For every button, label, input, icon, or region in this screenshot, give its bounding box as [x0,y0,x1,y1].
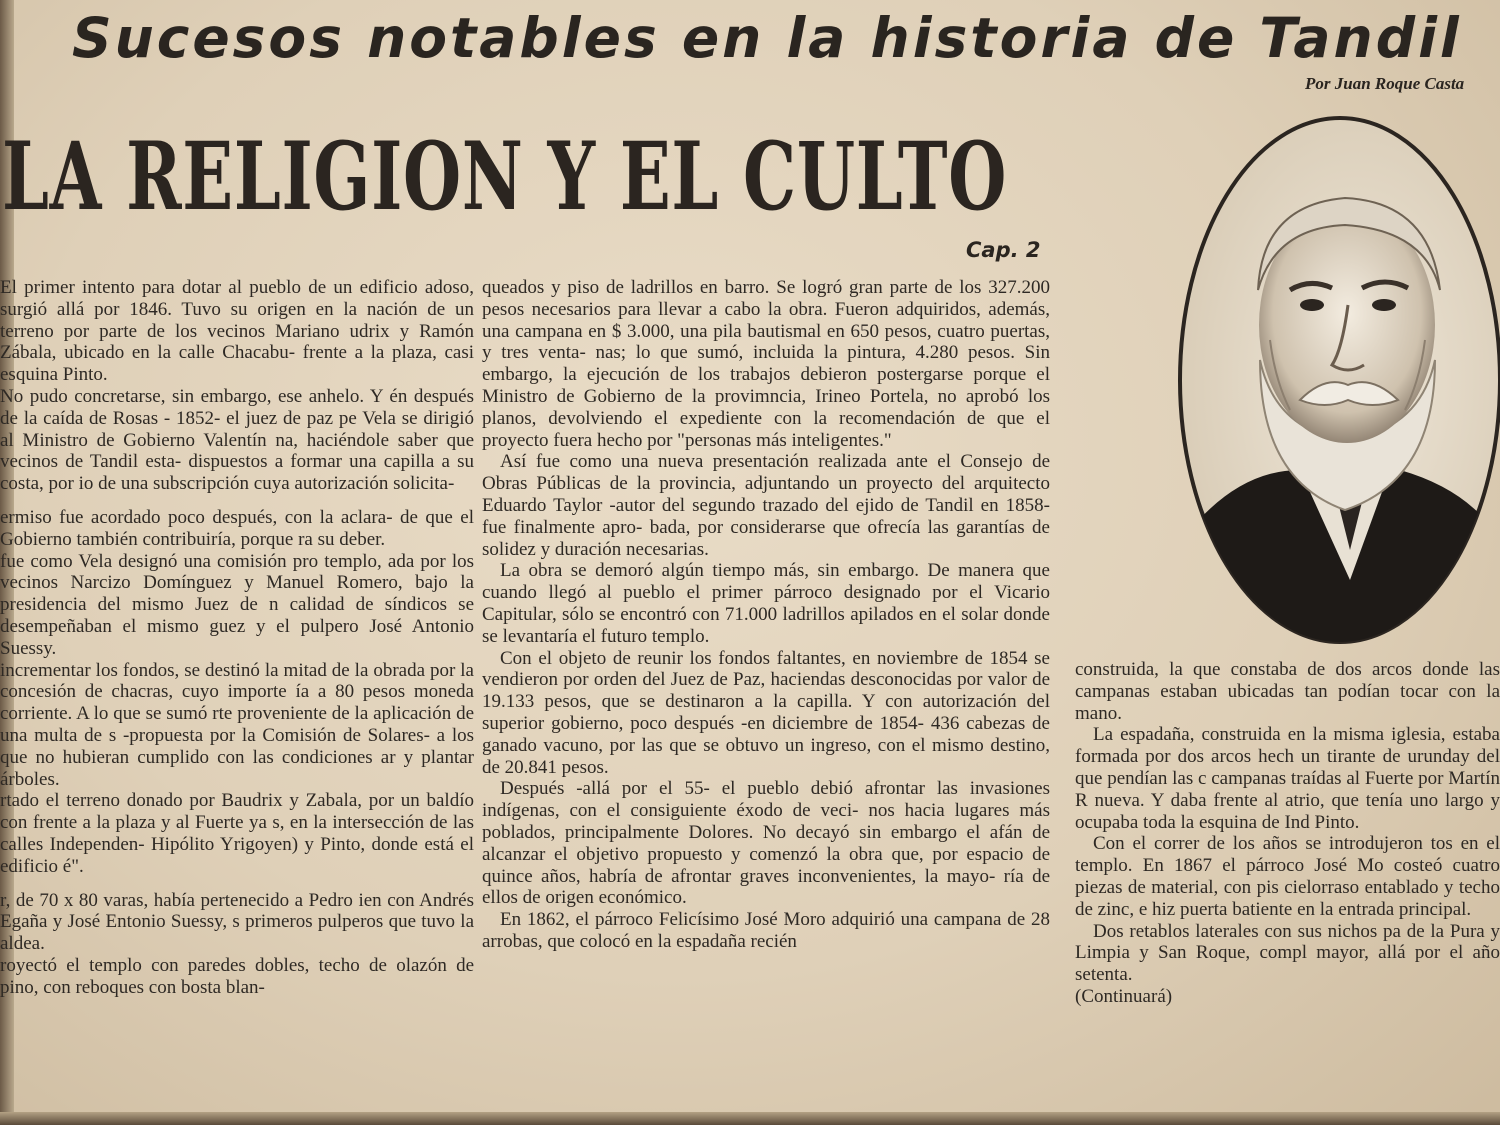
paragraph: No pudo concretarse, sin embargo, ese anhelo. Y én después de la caída de Rosas - 1852- el juez de paz pe Vela se dirigió al Ministro de Gobierno Valentín na, haciéndole saber que vecinos de Tandil esta- dispuestos a formar una capilla a su costa, por io de una subscripción cuya autorización solicita- [0,385,474,495]
paragraph: La espadaña, construida en la misma iglesia, estaba formada por dos arcos hech un tirante de urunday del que pendían las c campanas traídas al Fuerte por Martín R nueva. Y daba frente al atrio, que tenía uno largo y ocupaba toda la esquina de Ind Pinto. [1075,724,1500,833]
chapter-label: Cap. 2 [966,238,1041,262]
page-bottom-edge [0,1112,1500,1125]
paragraph: r, de 70 x 80 varas, había pertenecido a Pedro ien con Andrés Egaña y José Entonio Suessy, s primeros pulperos que tuvo la aldea. [0,889,474,955]
byline: Por Juan Roque Casta [1305,74,1465,93]
paragraph: Con el objeto de reunir los fondos faltantes, en noviembre de 1854 se vendieron por orden del Juez de Paz, haciendas desconocidas por valor de 19.133 pesos, que se destinaron a la capilla. Y con autorización del superior gobierno, poco después -en diciembre de 1854- 436 cabezas de ganado vacuno, por las que se obtuvo un ingreso, con el mismo destino, de 20.841 pesos. [482,647,1050,778]
paragraph: Después -allá por el 55- el pueblo debió afrontar las invasiones indígenas, con el consiguiente éxodo de veci- nos hacia lugares más poblados, principalmente Dolores. No decayó sin embargo el afán de alcanzar el objetivo propuesto y comenzó la obra que, por espacio de quince años, habría de afrontar graves inconvenientes, la mayo- ría de ellos de origen económico. [482,778,1050,909]
paragraph: La obra se demoró algún tiempo más, sin embargo. De manera que cuando llegó al pueblo el primer párroco designado por el Vicario Capitular, sólo se encontró con 71.000 ladrillos apilados en el solar donde se levantaría el futuro templo. [482,560,1050,647]
paragraph: Con el correr de los años se introdujeron tos en el templo. En 1867 el párroco José Mo costeó cuatro piezas de material, con pis cielorraso entablado y techo de zinc, e hiz puerta batiente en la entrada principal. [1075,833,1500,920]
article-column-3 [1075,659,1500,1008]
article-column-1 [0,277,474,999]
portrait-icon [1150,110,1500,650]
paragraph: El primer intento para dotar al pueblo de un edificio adoso, surgió allá por 1846. Tuvo su origen en la nación de un terreno por parte de los vecinos Mariano udrix y Ramón Zábala, ubicado en la calle Chacabu- frente a la plaza, casi esquina Pinto. [0,277,474,386]
headline: LA RELIGION Y EL CULTO [2,122,1008,232]
paragraph: fue como Vela designó una comisión pro templo, ada por los vecinos Narcizo Domínguez y Manuel Romero, bajo la presidencia del mismo Juez de n calidad de síndicos se desempeñaban el mismo guez y el pulpero José Antonio Suessy. [0,550,474,659]
paragraph: queados y piso de ladrillos en barro. Se logró gran parte de los 327.200 pesos necesarios para llevar a cabo la obra. Fueron adquiridos, además, una campana en $ 3.000, una pila bautismal en 650 pesos, cuatro puertas, y tres venta- nas; lo que sumó, incluida la pintura, 4.280 pesos. Sin embargo, la ejecución de los trabajos debieron postergarse porque el Ministro de Gobierno de la provimncia, Irineo Portela, no aprobó los planos, devolviendo el expediente con la recomendación de que el proyecto fuera hecho por "personas más inteligentes." [482,277,1050,451]
paragraph: Dos retablos laterales con sus nichos pa de la Pura y Limpia y San Roque, compl mayor, allá por el año setenta. [1075,920,1500,986]
continued-note: (Continuará) [1075,985,1173,1007]
paragraph-gap [0,495,474,507]
series-title: Sucesos notables en la historia de Tandil [72,6,1462,70]
article-column-2 [482,277,1050,953]
paragraph: rtado el terreno donado por Baudrix y Zabala, por un baldío con frente a la plaza y al Fuerte ya s, en la intersección de las calles Independen- Hipólito Yrigoyen) y Pinto, donde está el edificio é". [0,790,474,877]
paragraph: Así fue como una nueva presentación realizada ante el Consejo de Obras Públicas de la provincia, adjuntando un proyecto del arquitecto Eduardo Taylor -autor del segundo trazado del ejido de Tandil en 1858- fue finalmente apro- bada, por considerarse que ofrecía las garantías de solidez y duración necesarias. [482,451,1050,560]
paragraph: incrementar los fondos, se destinó la mitad de la obrada por la concesión de chacras, cuyo importe ía a 80 pesos moneda corriente. A lo que se sumó rte proveniente de la aplicación de una multa de s -propuesta por la Comisión de Solares- a los que no hubieran cumplido con las condiciones ar y plantar árboles. [0,659,474,790]
paragraph: construida, la que constaba de dos arcos donde las campanas estaban ubicadas tan podían tocar con la mano. [1075,659,1500,724]
paragraph: En 1862, el párroco Felicísimo José Moro adquirió una campana de 28 arrobas, que colocó en la espadaña recién [482,909,1050,952]
paragraph: ermiso fue acordado poco después, con la aclara- de que el Gobierno también contribuiría, porque ra su deber. [0,506,474,550]
paragraph-gap [0,878,474,890]
paragraph: royectó el templo con paredes dobles, techo de olazón de pino, con reboques con bosta blan- [0,954,474,998]
portrait-image [1150,110,1500,650]
